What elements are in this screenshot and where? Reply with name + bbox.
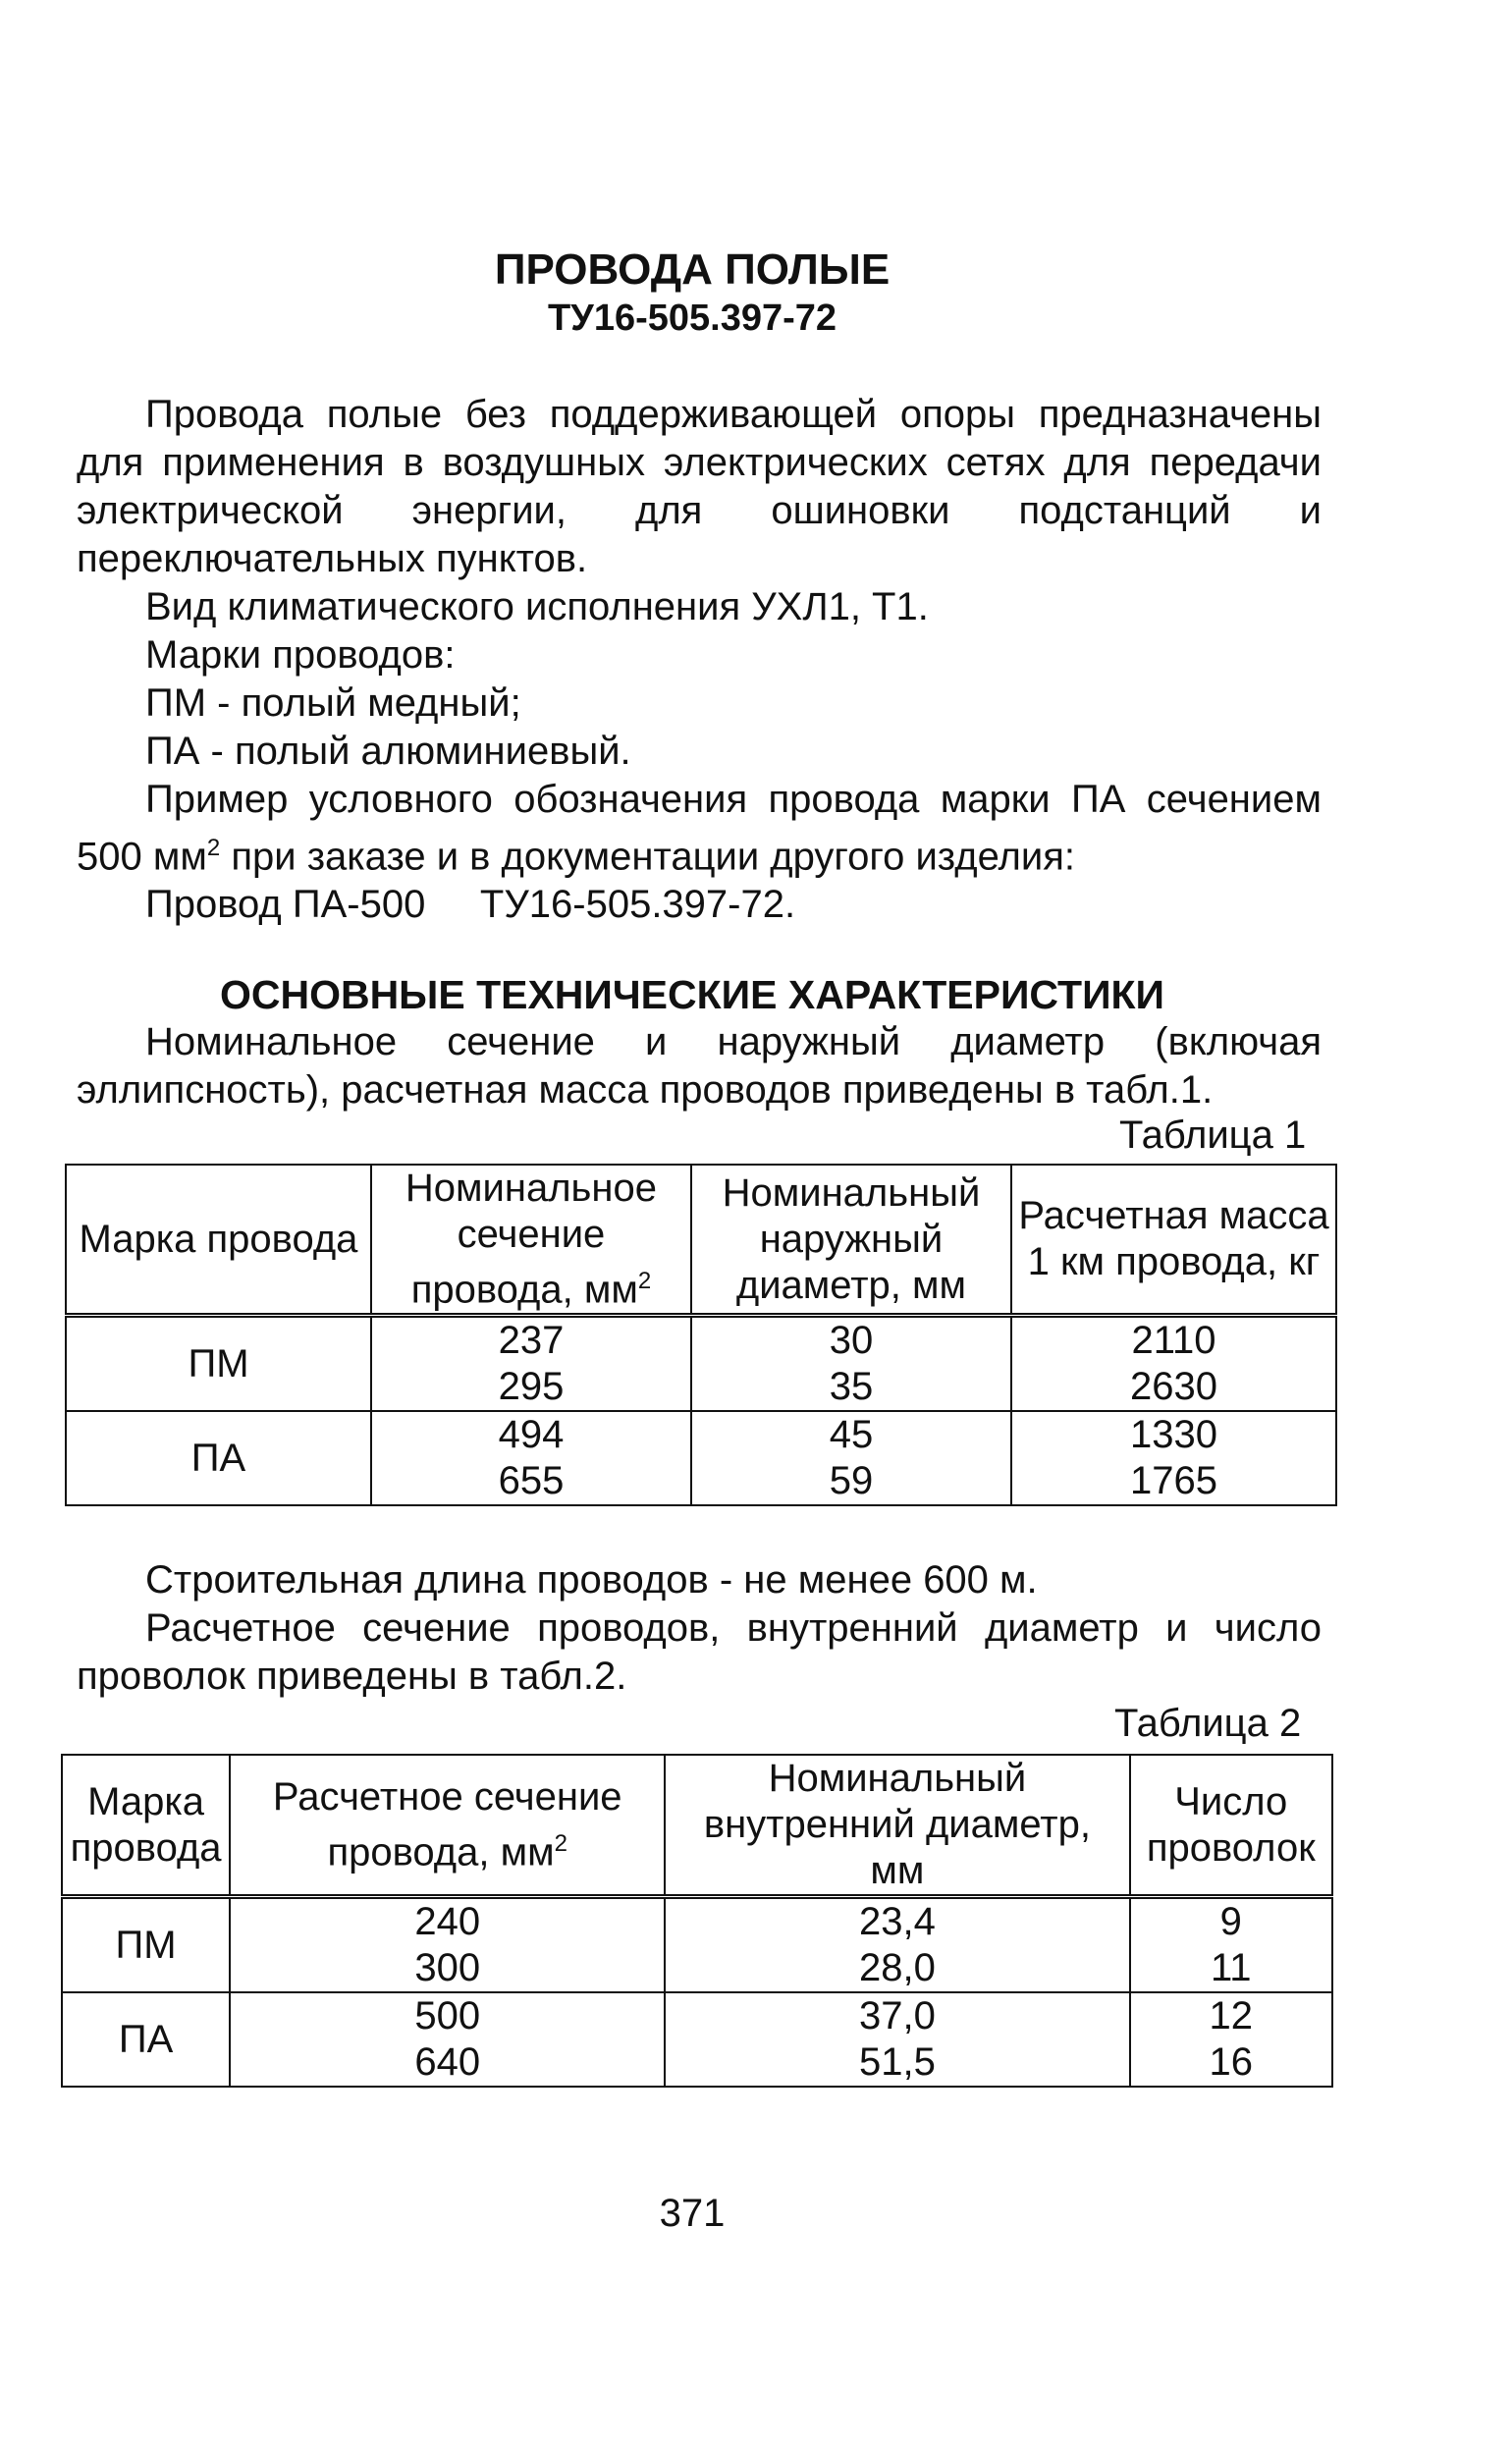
table1-mark-cell: ПА [66, 1411, 371, 1505]
table2-col-section: Расчетное сечение провода, $мм^2$ [230, 1755, 665, 1897]
table-2 [61, 1754, 1333, 2088]
section-heading: ОСНОВНЫЕ ТЕХНИЧЕСКИЕ ХАРАКТЕРИСТИКИ [219, 972, 1165, 1017]
table-row [66, 1316, 1336, 1412]
table2-description: Расчетное сечение проводов, внутренний диаметр и число проволок приведены в табл.2. [77, 1606, 1322, 1698]
table2-mark-cell: ПМ [62, 1897, 230, 1993]
table2-col-mark: Марка провода [62, 1755, 230, 1897]
table-1 [65, 1164, 1337, 1506]
intro-paragraph: Провода полые без поддерживающей опоры предназначены для применения в воздушных электрических сетях для передачи электрической энергии, для ошиновки подстанций и переключательных пунктов. [77, 393, 1322, 580]
table-row [62, 1992, 1332, 2087]
page-number: 371 [659, 2192, 726, 2235]
designation-example-paragraph: Пример условного обозначения провода марки ПА сечением 500 $мм^2$ при заказе и в документации другого изделия: [77, 778, 1322, 879]
section-notes [77, 1556, 1322, 1701]
marks-heading-line: Марки проводов: [145, 633, 456, 677]
table1-col-mass: Расчетная масса 1 км провода, кг [1011, 1165, 1336, 1316]
table2-caption: Таблица 2 [1114, 1702, 1302, 1745]
climate-version-line: Вид климатического исполнения УХЛ1, Т1. [145, 585, 929, 628]
table1-header-row [66, 1165, 1336, 1316]
table1-col-mark: Марка провода [66, 1165, 371, 1316]
table1-mass-cell: 1330 1765 [1011, 1411, 1336, 1505]
table2-diameter-cell: 37,0 51,5 [665, 1992, 1129, 2087]
mark-pm-line: ПМ - полый медный; [145, 681, 521, 725]
mark-pa-line: ПА - полый алюминиевый. [145, 730, 631, 773]
table2-col-inner-diameter: Номинальный внутренний диаметр, мм [665, 1755, 1129, 1897]
table2-section-cell: 240 300 [230, 1897, 665, 1993]
page-title: ПРОВОДА ПОЛЫЕ [494, 245, 891, 294]
table1-diameter-cell: 30 35 [691, 1316, 1011, 1412]
table2-header-row [62, 1755, 1332, 1897]
table-row [62, 1897, 1332, 1993]
construction-length-line: Строительная длина проводов - не менее 600 м. [145, 1558, 1038, 1602]
table2-wire-count-cell: 9 11 [1130, 1897, 1332, 1993]
designation-example-line: Провод ПА-500 ТУ16-505.397-72. [145, 883, 796, 927]
intro-block [77, 391, 1322, 929]
table-row [66, 1411, 1336, 1505]
table1-section-cell: 237 295 [371, 1316, 691, 1412]
table1-mark-cell: ПМ [66, 1316, 371, 1412]
table2-diameter-cell: 23,4 28,0 [665, 1897, 1129, 1993]
table2-section-cell: 500 640 [230, 1992, 665, 2087]
table2-col-wire-count: Число проволок [1130, 1755, 1332, 1897]
table1-mass-cell: 2110 2630 [1011, 1316, 1336, 1412]
table1-caption: Таблица 1 [1119, 1114, 1307, 1157]
table1-section-cell: 494 655 [371, 1411, 691, 1505]
section-intro [77, 1018, 1322, 1114]
table2-wire-count-cell: 12 16 [1130, 1992, 1332, 2087]
table1-description: Номинальное сечение и наружный диаметр (включая эллипсность), расчетная масса проводов приведены в табл.1. [77, 1020, 1322, 1112]
table1-col-section: Номинальное сечение провода, $мм^2$ [371, 1165, 691, 1316]
table2-mark-cell: ПА [62, 1992, 230, 2087]
table1-diameter-cell: 45 59 [691, 1411, 1011, 1505]
standard-code: ТУ16-505.397-72 [547, 298, 837, 339]
table1-col-outer-diameter: Номинальный наружный диаметр, мм [691, 1165, 1011, 1316]
